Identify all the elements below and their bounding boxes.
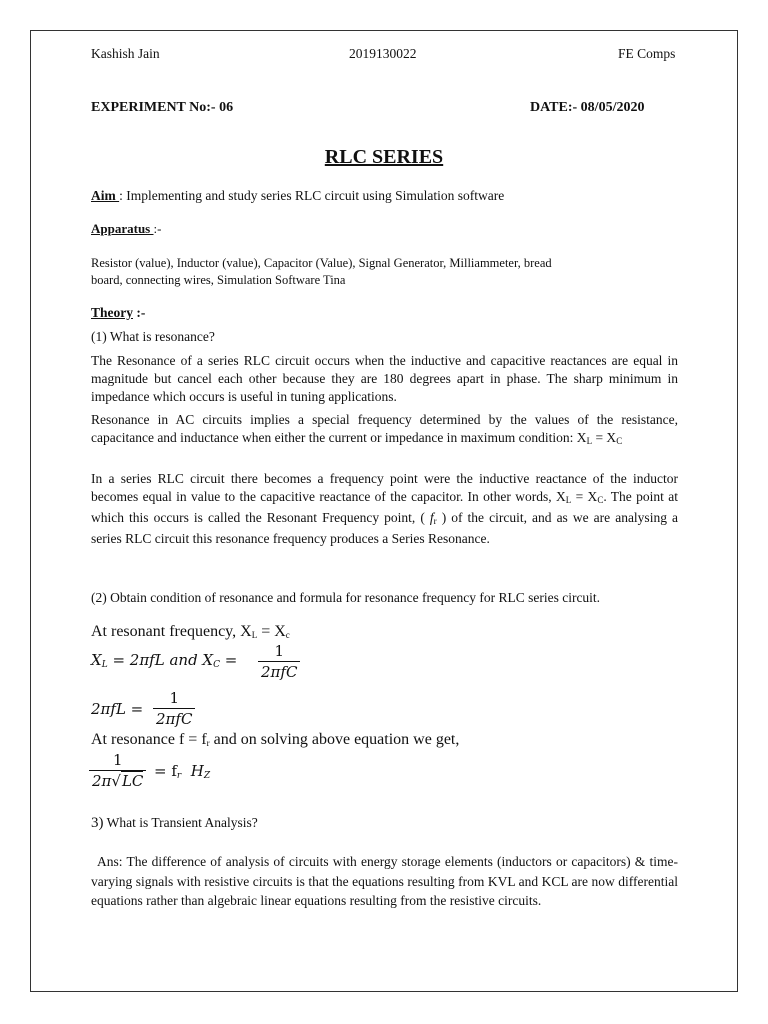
experiment-number: EXPERIMENT No:- 06: [91, 100, 234, 115]
resonant-frequency-formula: = $f_r$ $H_Z$: [154, 762, 211, 781]
equation-2-fraction: 1 2πfC: [153, 688, 195, 729]
equation-1-fraction: 1 2πfC: [258, 641, 300, 682]
resonance-paragraph-3: In a series RLC circuit there becomes a frequency point were the inductive reactance of the inductor becomes equal in value to the capacitive reactance of the capacitor. In other words, $X_L = X_C$. The point at which this occurs is called the Resonant Frequency point, ( $f_r$ ) of the circuit, and as we are analysing a series RLC circuit this resonance frequency produces a Series Resonance.: [91, 471, 678, 546]
student-name: Kashish Jain: [91, 46, 160, 61]
resonant-frequency-condition: At resonant frequency, $X_L = X_c$: [91, 623, 290, 640]
aim-text: : Implementing and study series RLC circuit using Simulation software: [119, 188, 505, 203]
theory-heading: [91, 305, 145, 321]
question-3: 3) What is Transient Analysis?: [91, 815, 258, 831]
apparatus-label: Apparatus: [91, 221, 154, 236]
question-2: (2) Obtain condition of resonance and formula for resonance frequency for RLC series circuit.: [91, 590, 601, 605]
question-1: (1) What is resonance?: [91, 329, 215, 344]
apparatus-line-2: board, connecting wires, Simulation Software Tina: [91, 273, 346, 287]
resonance-solving-line: At resonance $f = f_r$ and on solving above equation we get,: [91, 731, 460, 748]
class-label: FE Comps: [618, 46, 676, 61]
page-title: RLC SERIES: [324, 146, 444, 168]
roll-number: 2019130022: [349, 46, 417, 61]
equation-3-fraction: $\frac{1}{2\pi√LC}$: [89, 750, 146, 791]
equation-equality: 2πfL =: [91, 700, 144, 718]
experiment-date: DATE:- 08/05/2020: [530, 100, 645, 115]
aim-section: [91, 188, 504, 204]
equation-reactances: $X_L = 2\pi fL$ and $X_C$ =: [91, 651, 238, 670]
theory-suffix: :-: [133, 305, 146, 320]
apparatus-list: [91, 255, 552, 289]
theory-label: Theory: [91, 305, 133, 320]
resonance-paragraph-1: The Resonance of a series RLC circuit occurs when the inductive and capacitive reactances are equal in magnitude but cancel each other because they are 180 degrees apart in phase. The sharp minimum in impedance which occurs is useful in tuning applications.: [91, 353, 678, 404]
apparatus-line-1: Resistor (value), Inductor (value), Capacitor (Value), Signal Generator, Milliammeter, bread: [91, 256, 552, 270]
transient-analysis-answer: Ans: The difference of analysis of circuits with energy storage elements (inductors or capacitors) & time-varying signals with resistive circuits is that the equations resulting from KVL and KCL are now differential equations rather than algebraic linear equations resulting from the resistive circuits.: [91, 854, 678, 908]
resonance-paragraph-2: Resonance in AC circuits implies a special frequency determined by the values of the resistance, capacitance and inductance when either the current or impedance in maximum condition: $X_L = X_C$: [91, 412, 678, 446]
aim-label: Aim: [91, 188, 120, 203]
apparatus-suffix: :-: [153, 221, 162, 236]
apparatus-heading: [91, 221, 161, 237]
